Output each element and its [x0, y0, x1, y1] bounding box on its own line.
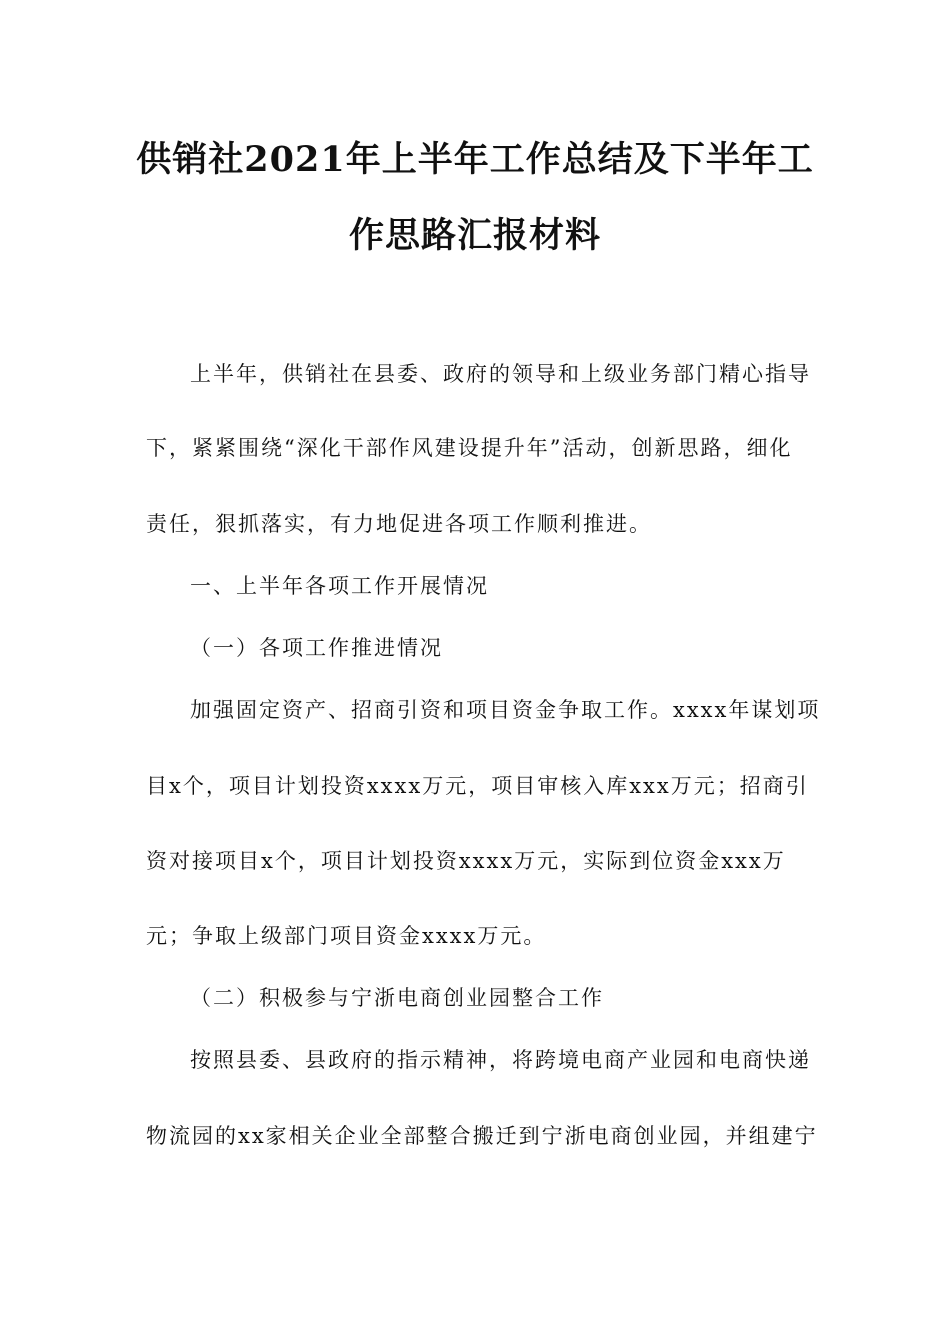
paragraph-line: 目x个，项目计划投资xxxx万元，项目审核入库xxx万元；招商引 [146, 774, 809, 798]
document-title-line-1: 供销社2021年上半年工作总结及下半年工 [136, 139, 814, 180]
paragraph-line: 加强固定资产、招商引资和项目资金争取工作。xxxx年谋划项 [190, 698, 821, 722]
section-heading: 一、上半年各项工作开展情况 [190, 574, 489, 598]
paragraph-line: 物流园的xx家相关企业全部整合搬迁到宁浙电商创业园，并组建宁 [146, 1124, 818, 1148]
paragraph-line: 责任，狠抓落实，有力地促进各项工作顺利推进。 [146, 512, 652, 536]
paragraph-line: 上半年，供销社在县委、政府的领导和上级业务部门精心指导 [190, 362, 811, 386]
document-title-line-2: 作思路汇报材料 [348, 215, 601, 256]
subsection-heading: （二）积极参与宁浙电商创业园整合工作 [190, 986, 604, 1010]
paragraph-line: 资对接项目x个，项目计划投资xxxx万元，实际到位资金xxx万 [146, 849, 786, 873]
subsection-heading: （一）各项工作推进情况 [190, 636, 443, 660]
paragraph-line: 按照县委、县政府的指示精神，将跨境电商产业园和电商快递 [190, 1048, 811, 1072]
paragraph-line: 下，紧紧围绕“深化干部作风建设提升年”活动，创新思路，细化 [146, 436, 793, 460]
paragraph-line: 元；争取上级部门项目资金xxxx万元。 [146, 924, 547, 948]
